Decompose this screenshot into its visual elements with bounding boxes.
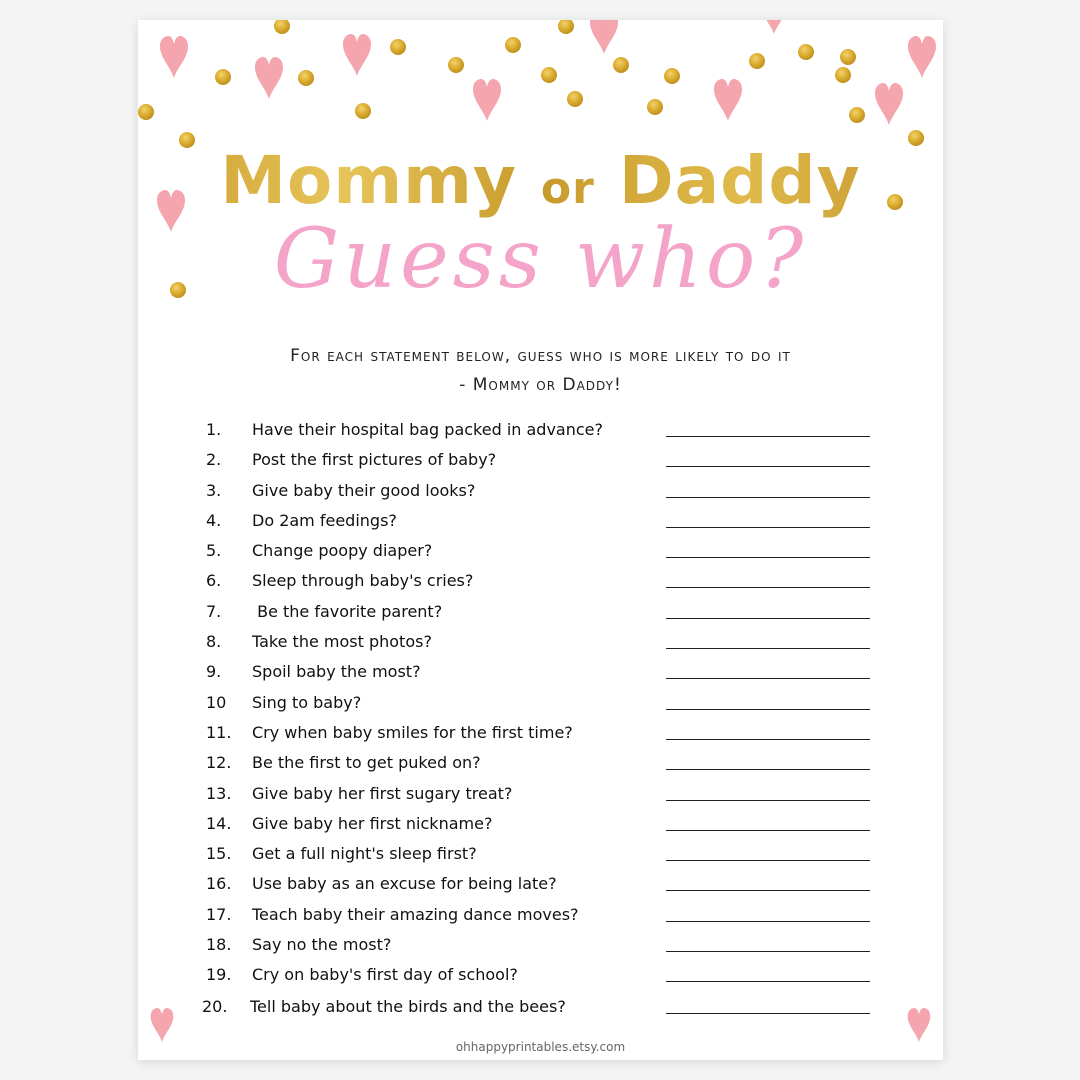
question-number: 6. — [206, 571, 222, 591]
question-row — [204, 868, 884, 898]
footer-url: ohhappyprintables.etsy.com — [455, 1040, 626, 1054]
gold-dot-icon — [613, 57, 629, 73]
gold-dot-icon — [355, 103, 371, 119]
gold-dot-icon — [798, 44, 814, 60]
question-row — [204, 475, 884, 505]
subtitle-guess-who: Guess who? — [273, 212, 808, 307]
heart-icon — [908, 36, 936, 78]
question-row — [204, 414, 884, 444]
question-number: 20. — [202, 997, 228, 1017]
question-text: Be the first to get puked on? — [252, 753, 481, 773]
answer-line[interactable] — [666, 860, 870, 861]
question-row — [204, 808, 884, 838]
question-row — [204, 959, 884, 991]
heart-icon — [473, 79, 501, 121]
gold-dot-icon — [541, 67, 557, 83]
instructions — [178, 342, 903, 400]
question-text: Change poopy diaper? — [252, 541, 433, 561]
answer-line[interactable] — [666, 557, 870, 558]
question-number: 10 — [206, 692, 227, 712]
heart-icon — [875, 83, 903, 125]
question-row — [204, 778, 884, 808]
answer-line[interactable] — [666, 527, 870, 528]
question-text: Give baby her first sugary treat? — [252, 783, 513, 803]
answer-line[interactable] — [666, 709, 870, 710]
question-row — [204, 565, 884, 595]
answer-line[interactable] — [666, 739, 870, 740]
gold-dot-icon — [664, 68, 680, 84]
answer-line[interactable] — [666, 678, 870, 679]
heart-icon — [590, 20, 618, 54]
answer-line[interactable] — [666, 497, 870, 498]
heart-icon — [907, 1008, 931, 1042]
question-text: Use baby as an excuse for being late? — [252, 874, 557, 894]
gold-dot-icon — [390, 39, 406, 55]
gold-dot-icon — [215, 69, 231, 85]
question-row — [204, 747, 884, 777]
question-number: 17. — [206, 904, 232, 924]
gold-dot-icon — [749, 53, 765, 69]
question-row — [204, 899, 884, 929]
question-row — [204, 656, 884, 686]
heart-icon — [255, 57, 283, 99]
question-number: 19. — [206, 965, 232, 985]
question-text: Do 2am feedings? — [252, 510, 397, 530]
question-list — [204, 414, 884, 1024]
question-number: 4. — [206, 510, 222, 530]
question-row — [204, 596, 884, 626]
instructions-line-2: - Mommy or Daddy! — [459, 375, 622, 395]
heart-icon — [343, 34, 371, 76]
question-number: 18. — [206, 935, 232, 955]
gold-dot-icon — [840, 49, 856, 65]
question-text: Get a full night's sleep first? — [252, 844, 477, 864]
heart-icon — [160, 36, 188, 78]
question-text: Teach baby their amazing dance moves? — [252, 904, 579, 924]
question-row — [204, 626, 884, 656]
question-text: Tell baby about the birds and the bees? — [250, 997, 566, 1017]
question-row — [204, 717, 884, 747]
question-text: Cry when baby smiles for the first time? — [252, 722, 573, 742]
question-number: 7. — [206, 601, 222, 621]
gold-dot-icon — [448, 57, 464, 73]
answer-line[interactable] — [666, 951, 870, 952]
question-text: Have their hospital bag packed in advance? — [252, 420, 603, 439]
heart-icon — [150, 1008, 174, 1042]
answer-line[interactable] — [666, 1013, 870, 1014]
question-number: 2. — [206, 450, 222, 470]
question-number: 5. — [206, 541, 222, 561]
heart-icon — [764, 20, 784, 34]
question-number: 3. — [206, 480, 222, 500]
question-text: Take the most photos? — [252, 632, 432, 652]
gold-dot-icon — [647, 99, 663, 115]
question-number: 1. — [206, 420, 222, 439]
question-row — [204, 444, 884, 474]
question-text: Give baby her first nickname? — [252, 813, 493, 833]
question-row — [204, 991, 884, 1024]
question-number: 16. — [206, 874, 232, 894]
answer-line[interactable] — [666, 890, 870, 891]
question-row — [204, 535, 884, 565]
answer-line[interactable] — [666, 587, 870, 588]
question-row — [204, 929, 884, 959]
gold-dot-icon — [558, 20, 574, 34]
gold-dot-icon — [567, 91, 583, 107]
answer-line[interactable] — [666, 800, 870, 801]
printable-page — [138, 20, 943, 1060]
gold-dot-icon — [505, 37, 521, 53]
question-text: Cry on baby's first day of school? — [252, 965, 518, 985]
question-number: 11. — [206, 722, 232, 742]
heart-icon — [714, 79, 742, 121]
question-number: 9. — [206, 662, 222, 682]
question-number: 13. — [206, 783, 232, 803]
question-number: 14. — [206, 813, 232, 833]
answer-line[interactable] — [666, 436, 870, 437]
question-number: 12. — [206, 753, 232, 773]
question-number: 15. — [206, 844, 232, 864]
question-text: Post the first pictures of baby? — [252, 450, 497, 470]
title-word-or: or — [540, 163, 595, 214]
question-row — [204, 687, 884, 717]
title-word-daddy: Daddy — [618, 142, 861, 219]
title-mommy-or-daddy — [138, 142, 943, 219]
gold-dot-icon — [298, 70, 314, 86]
gold-dot-icon — [835, 67, 851, 83]
gold-dot-icon — [138, 104, 154, 120]
answer-line[interactable] — [666, 921, 870, 922]
question-text: Spoil baby the most? — [252, 662, 421, 682]
answer-line[interactable] — [666, 618, 870, 619]
answer-line[interactable] — [666, 769, 870, 770]
title-word-mommy: Mommy — [220, 142, 517, 219]
answer-line[interactable] — [666, 981, 870, 982]
question-text: Be the favorite parent? — [252, 601, 443, 621]
question-row — [204, 505, 884, 535]
question-text: Give baby their good looks? — [252, 480, 476, 500]
question-row — [204, 838, 884, 868]
gold-dot-icon — [849, 107, 865, 123]
question-number: 8. — [206, 632, 222, 652]
answer-line[interactable] — [666, 648, 870, 649]
question-text: Sleep through baby's cries? — [252, 571, 474, 591]
gold-dot-icon — [274, 20, 290, 34]
question-text: Sing to baby? — [252, 692, 362, 712]
instructions-line-1: For each statement below, guess who is more likely to do it — [290, 346, 791, 366]
question-text: Say no the most? — [252, 935, 392, 955]
answer-line[interactable] — [666, 466, 870, 467]
answer-line[interactable] — [666, 830, 870, 831]
